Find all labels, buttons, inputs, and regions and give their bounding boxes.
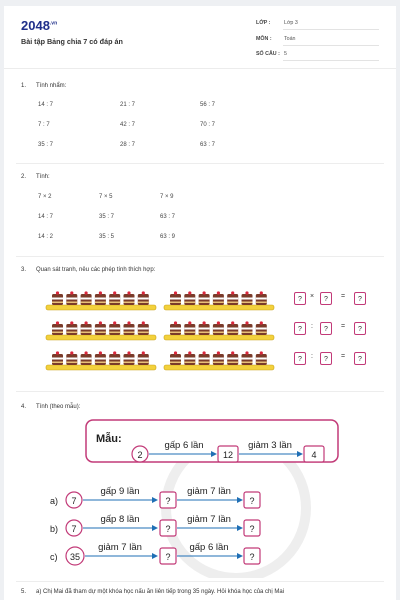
q2-text: Tính: xyxy=(36,174,50,180)
cake-tray xyxy=(164,321,274,340)
cake-icon xyxy=(170,321,181,335)
row-a-end-value: ? xyxy=(249,496,255,506)
row-c-letter: c) xyxy=(50,552,58,562)
sample-label: Mẫu: xyxy=(96,433,122,445)
row-c-end-value: ? xyxy=(249,552,255,562)
cake-icon xyxy=(109,321,120,335)
operator-sign: × xyxy=(310,293,315,300)
cake-icon xyxy=(227,321,238,335)
q2-expression: 35 : 7 xyxy=(99,214,115,220)
q2-expression: 63 : 7 xyxy=(160,214,176,220)
q1-expression: 28 : 7 xyxy=(120,142,136,148)
cake-icon xyxy=(242,351,253,365)
meta-divider xyxy=(283,29,379,30)
cake-icon xyxy=(109,291,120,305)
cake-icon xyxy=(184,351,195,365)
cake-icon xyxy=(199,321,210,335)
sample-frame xyxy=(86,420,338,462)
cake-icon xyxy=(138,321,149,335)
q1-expression: 35 : 7 xyxy=(38,142,54,148)
q2-expression: 35 : 5 xyxy=(99,234,115,240)
section-divider xyxy=(16,163,384,164)
section-divider xyxy=(16,581,384,582)
meta-subject-value: Toán xyxy=(284,36,296,42)
q3-number: 3. xyxy=(21,267,27,273)
answer-box[interactable]: ? xyxy=(320,292,332,305)
cake-icon xyxy=(52,321,63,335)
cake-icon xyxy=(124,321,135,335)
cake-icon xyxy=(170,351,181,365)
cake-icon xyxy=(52,351,63,365)
meta-subject-label: MÔN : xyxy=(256,36,272,42)
q1-expression: 42 : 7 xyxy=(120,122,136,128)
cake-icon xyxy=(256,351,267,365)
row-a-op2: giảm 7 lần xyxy=(187,486,231,497)
cake-icon xyxy=(138,351,149,365)
cake-icon xyxy=(95,321,106,335)
cake-icon xyxy=(242,321,253,335)
cake-icon xyxy=(124,351,135,365)
cake-icon xyxy=(213,291,224,305)
q2-expression: 7 × 5 xyxy=(99,194,113,200)
worksheet-page xyxy=(4,6,396,600)
cake-icon xyxy=(213,351,224,365)
cake-icon xyxy=(66,321,77,335)
cake-icon xyxy=(199,291,210,305)
equals-sign: = xyxy=(341,323,346,330)
q2-expression: 63 : 9 xyxy=(160,234,176,240)
q2-expression: 7 × 2 xyxy=(38,194,52,200)
answer-box[interactable]: ? xyxy=(320,352,332,365)
q4-text: Tính (theo mẫu): xyxy=(36,404,81,410)
cake-icon xyxy=(242,291,253,305)
site-logo[interactable]: $2048^{.vn}$ xyxy=(21,18,58,33)
row-b-start-value: 7 xyxy=(71,524,77,534)
meta-divider xyxy=(283,60,379,61)
q2-expression: 14 : 2 xyxy=(38,234,54,240)
answer-box[interactable]: ? xyxy=(354,352,366,365)
cake-tray xyxy=(46,321,156,340)
cake-icon xyxy=(227,291,238,305)
row-b-mid-value: ? xyxy=(165,524,171,534)
answer-box[interactable]: ? xyxy=(354,322,366,335)
cake-icon xyxy=(81,351,92,365)
cake-tray xyxy=(46,291,156,310)
q3-text: Quan sát tranh, nêu các phép tính thích hợp: xyxy=(36,267,156,273)
cake-tray xyxy=(164,291,274,310)
answer-box[interactable]: ? xyxy=(294,292,306,305)
q4-number: 4. xyxy=(21,404,27,410)
cake-icon xyxy=(184,291,195,305)
cake-icon xyxy=(81,291,92,305)
answer-box[interactable]: ? xyxy=(294,352,306,365)
row-a-mid-value: ? xyxy=(165,496,171,506)
row-c-op1: giảm 7 lần xyxy=(98,542,142,553)
row-b-end-value: ? xyxy=(249,524,255,534)
q2-number: 2. xyxy=(21,174,27,180)
row-c-op2: gấp 6 lần xyxy=(189,542,229,553)
section-divider xyxy=(16,256,384,257)
meta-count-label: SỐ CÂU : xyxy=(256,51,280,57)
cake-icon xyxy=(138,291,149,305)
worksheet-header xyxy=(4,6,396,69)
row-b-op2: giảm 7 lần xyxy=(187,514,231,525)
q2-expression: 14 : 7 xyxy=(38,214,54,220)
cake-tray xyxy=(164,351,274,370)
meta-class-value: Lớp 3 xyxy=(284,20,298,26)
equals-sign: = xyxy=(341,293,346,300)
cake-icon xyxy=(256,321,267,335)
cake-icon xyxy=(66,351,77,365)
row-c-mid-value: ? xyxy=(165,552,171,562)
meta-count-value: 5 xyxy=(284,51,287,57)
q1-expression: 14 : 7 xyxy=(38,102,54,108)
cake-trays-illustration xyxy=(4,276,294,386)
q1-expression: 21 : 7 xyxy=(120,102,136,108)
cake-tray xyxy=(46,351,156,370)
q2-expression: 7 × 9 xyxy=(160,194,174,200)
cake-icon xyxy=(184,321,195,335)
row-b-letter: b) xyxy=(50,524,59,534)
sample-mid-value: 12 xyxy=(222,450,234,460)
q5-number: 5. xyxy=(21,589,27,595)
equals-sign: = xyxy=(341,353,346,360)
cake-icon xyxy=(227,351,238,365)
q1-expression: 56 : 7 xyxy=(200,102,216,108)
q4-diagram xyxy=(4,418,396,578)
operator-sign: : xyxy=(311,353,313,360)
q5-text: a) Chị Mai đã tham dự một khóa học nấu ăn liên tiếp trong 35 ngày. Hỏi khóa học của chị Mai xyxy=(36,589,285,595)
answer-box[interactable]: ? xyxy=(294,322,306,335)
cake-icon xyxy=(95,291,106,305)
sample-op2: giảm 3 lần xyxy=(248,440,292,451)
section-divider xyxy=(16,391,384,392)
worksheet-title: Bài tập Bảng chia 7 có đáp án xyxy=(21,37,123,46)
row-a-letter: a) xyxy=(50,496,59,506)
cake-icon xyxy=(66,291,77,305)
q1-expression: 70 : 7 xyxy=(200,122,216,128)
cake-icon xyxy=(170,291,181,305)
q1-text: Tính nhẩm: xyxy=(36,83,67,89)
operator-sign: : xyxy=(311,323,313,330)
sample-end-value: 4 xyxy=(311,450,317,460)
sample-op1: gấp 6 lần xyxy=(164,440,204,451)
row-c-start-value: 35 xyxy=(69,552,81,562)
cake-icon xyxy=(81,321,92,335)
cake-icon xyxy=(256,291,267,305)
row-a-start-value: 7 xyxy=(71,496,77,506)
meta-class-label: LỚP : xyxy=(256,20,271,26)
row-a-op1: gấp 9 lần xyxy=(100,486,140,497)
cake-icon xyxy=(95,351,106,365)
q1-expression: 63 : 7 xyxy=(200,142,216,148)
cake-icon xyxy=(109,351,120,365)
cake-icon xyxy=(124,291,135,305)
q1-number: 1. xyxy=(21,83,27,89)
cake-icon xyxy=(199,351,210,365)
q1-expression: 7 : 7 xyxy=(38,122,50,128)
answer-box[interactable]: ? xyxy=(354,292,366,305)
answer-box[interactable]: ? xyxy=(320,322,332,335)
row-b-op1: gấp 8 lần xyxy=(100,514,140,525)
cake-icon xyxy=(213,321,224,335)
cake-icon xyxy=(52,291,63,305)
meta-divider xyxy=(283,45,379,46)
sample-start-value: 2 xyxy=(137,450,143,460)
